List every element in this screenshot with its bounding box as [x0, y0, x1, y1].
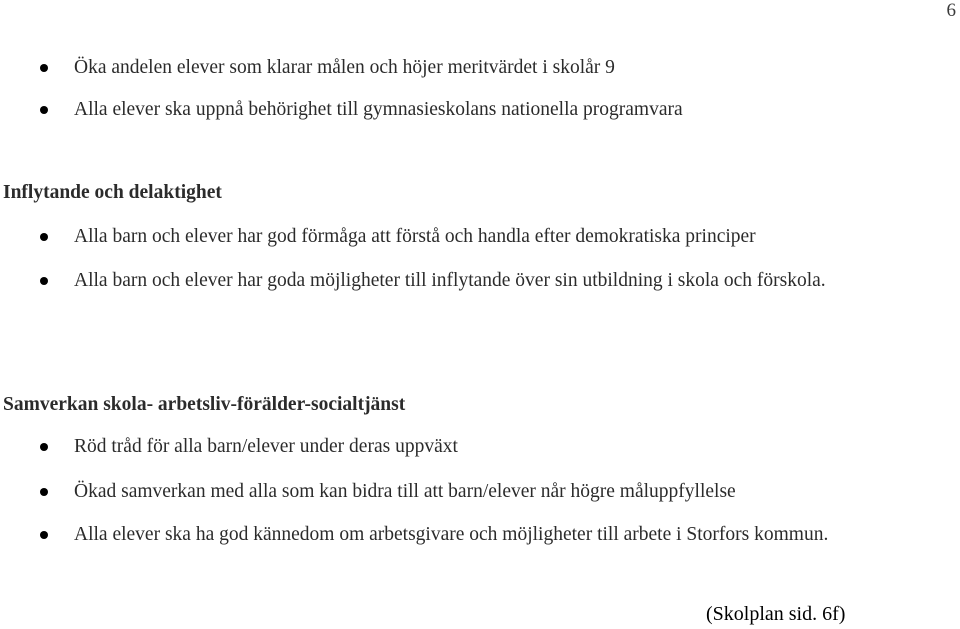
section-heading-influence: Inflytande och delaktighet: [3, 182, 222, 203]
influence-item-text: Alla barn och elever har goda möjligheter till inflytande över sin utbildning i skola och förskola.: [74, 270, 826, 291]
cooperation-item-text: Röd tråd för alla barn/elever under deras uppväxt: [74, 436, 458, 457]
cooperation-item-text: Alla elever ska ha god kännedom om arbetsgivare och möjligheter till arbete i Storfors kommun.: [74, 524, 829, 545]
goal-item-text: Alla elever ska uppnå behörighet till gymnasieskolans nationella programvara: [74, 99, 683, 120]
section-heading-cooperation: Samverkan skola- arbetsliv-förälder-socialtjänst: [3, 394, 406, 415]
bullet-icon: [40, 488, 48, 496]
bullet-icon: [40, 64, 48, 72]
cooperation-item-text: Ökad samverkan med alla som kan bidra till att barn/elever når högre måluppfyllelse: [74, 481, 736, 502]
bullet-icon: [40, 106, 48, 114]
influence-item-text: Alla barn och elever har god förmåga att förstå och handla efter demokratiska principer: [74, 226, 756, 247]
citation: (Skolplan sid. 6f): [706, 603, 846, 625]
bullet-icon: [40, 277, 48, 285]
bullet-icon: [40, 443, 48, 451]
goal-item-text: Öka andelen elever som klarar målen och höjer meritvärdet i skolår 9: [74, 57, 615, 78]
bullet-icon: [40, 233, 48, 241]
bullet-icon: [40, 531, 48, 539]
page-number: 6: [946, 0, 956, 21]
